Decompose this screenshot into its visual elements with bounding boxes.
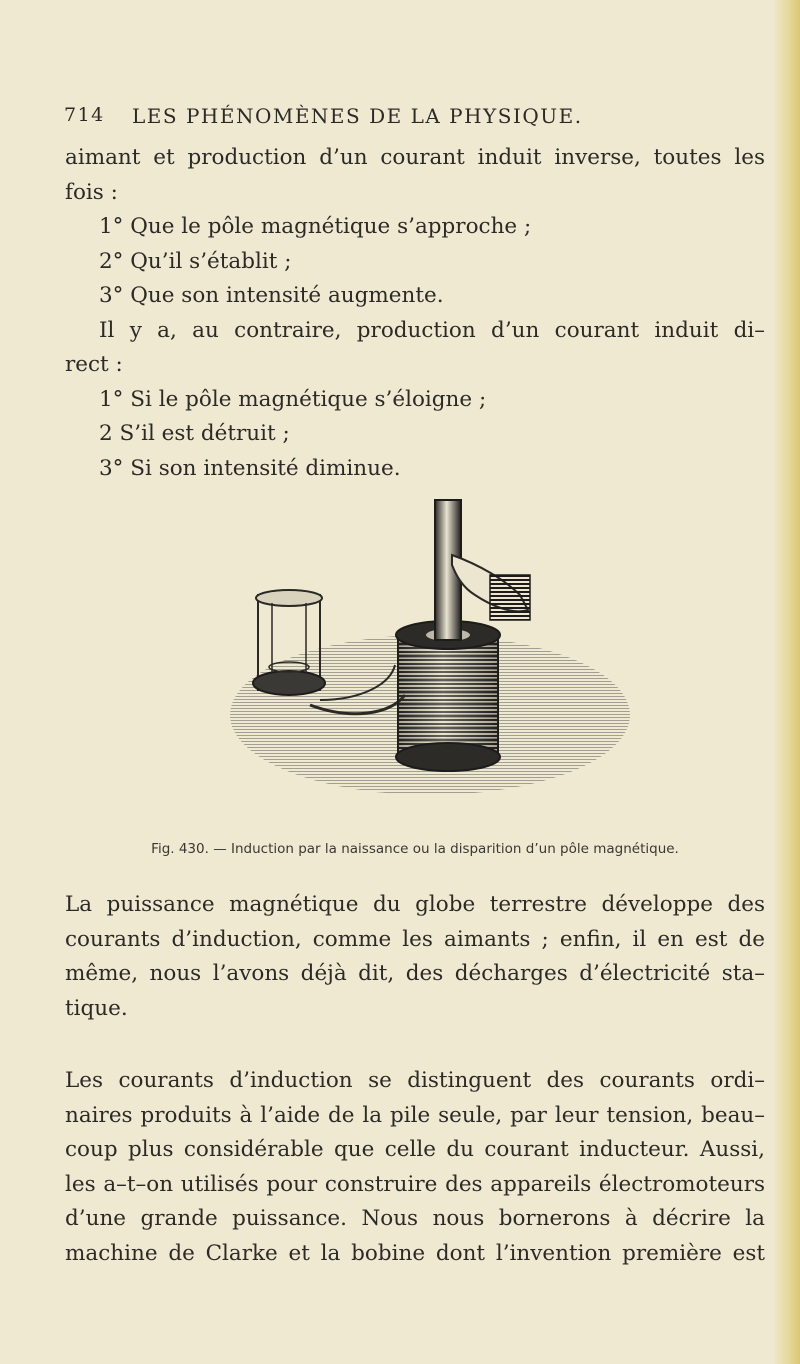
paragraph-2 bbox=[65, 1064, 765, 1271]
text-line: fois : bbox=[65, 179, 118, 205]
figure-caption: Fig. 430. — Induction par la naissance ou la disparition d’un pôle magnétique. bbox=[151, 841, 679, 857]
text-line: Les courants d’induction se distinguent des courants ordi– bbox=[65, 1068, 765, 1093]
text-line: naires produits à l’aide de la pile seule, par leur tension, beau– bbox=[65, 1102, 765, 1128]
list-item: 2° Qu’il s’établit ; bbox=[99, 248, 292, 274]
text-line: coup plus considérable que celle du courant inducteur. Aussi, bbox=[65, 1137, 765, 1162]
page-edge-shadow bbox=[772, 0, 800, 1364]
list-item: 2 S’il est détruit ; bbox=[99, 421, 290, 446]
paragraph-1 bbox=[65, 888, 765, 1026]
top-text-block bbox=[65, 141, 765, 486]
running-title: LES PHÉNOMÈNES DE LA PHYSIQUE. bbox=[132, 104, 583, 128]
text-line: même, nous l’avons déjà dit, des décharges d’électricité sta– bbox=[65, 961, 765, 986]
text-line: d’une grande puissance. Nous nous bornerons à décrire la bbox=[65, 1206, 765, 1231]
text-line: machine de Clarke et la bobine dont l’invention première est bbox=[65, 1240, 765, 1266]
text-line: aimant et production d’un courant induit inverse, toutes les bbox=[65, 145, 765, 170]
list-item: 1° Si le pôle magnétique s’éloigne ; bbox=[99, 386, 487, 412]
text-line: tique. bbox=[65, 995, 128, 1021]
list-item: 3° Que son intensité augmente. bbox=[99, 283, 444, 308]
text-line: La puissance magnétique du globe terrestre développe des bbox=[65, 892, 765, 917]
text-line: Il y a, au contraire, production d’un courant induit di– bbox=[99, 317, 765, 343]
list-item: 1° Que le pôle magnétique s’approche ; bbox=[99, 214, 532, 239]
text-line: courants d’induction, comme les aimants ; enfin, il en est de bbox=[65, 926, 765, 952]
induction-engraving bbox=[190, 495, 650, 820]
text-line: les a–t–on utilisés pour construire des appareils électromoteurs bbox=[65, 1171, 765, 1197]
text-line: rect : bbox=[65, 352, 123, 377]
list-item: 3° Si son intensité diminue. bbox=[99, 455, 401, 481]
page-number: 714 bbox=[64, 104, 105, 126]
